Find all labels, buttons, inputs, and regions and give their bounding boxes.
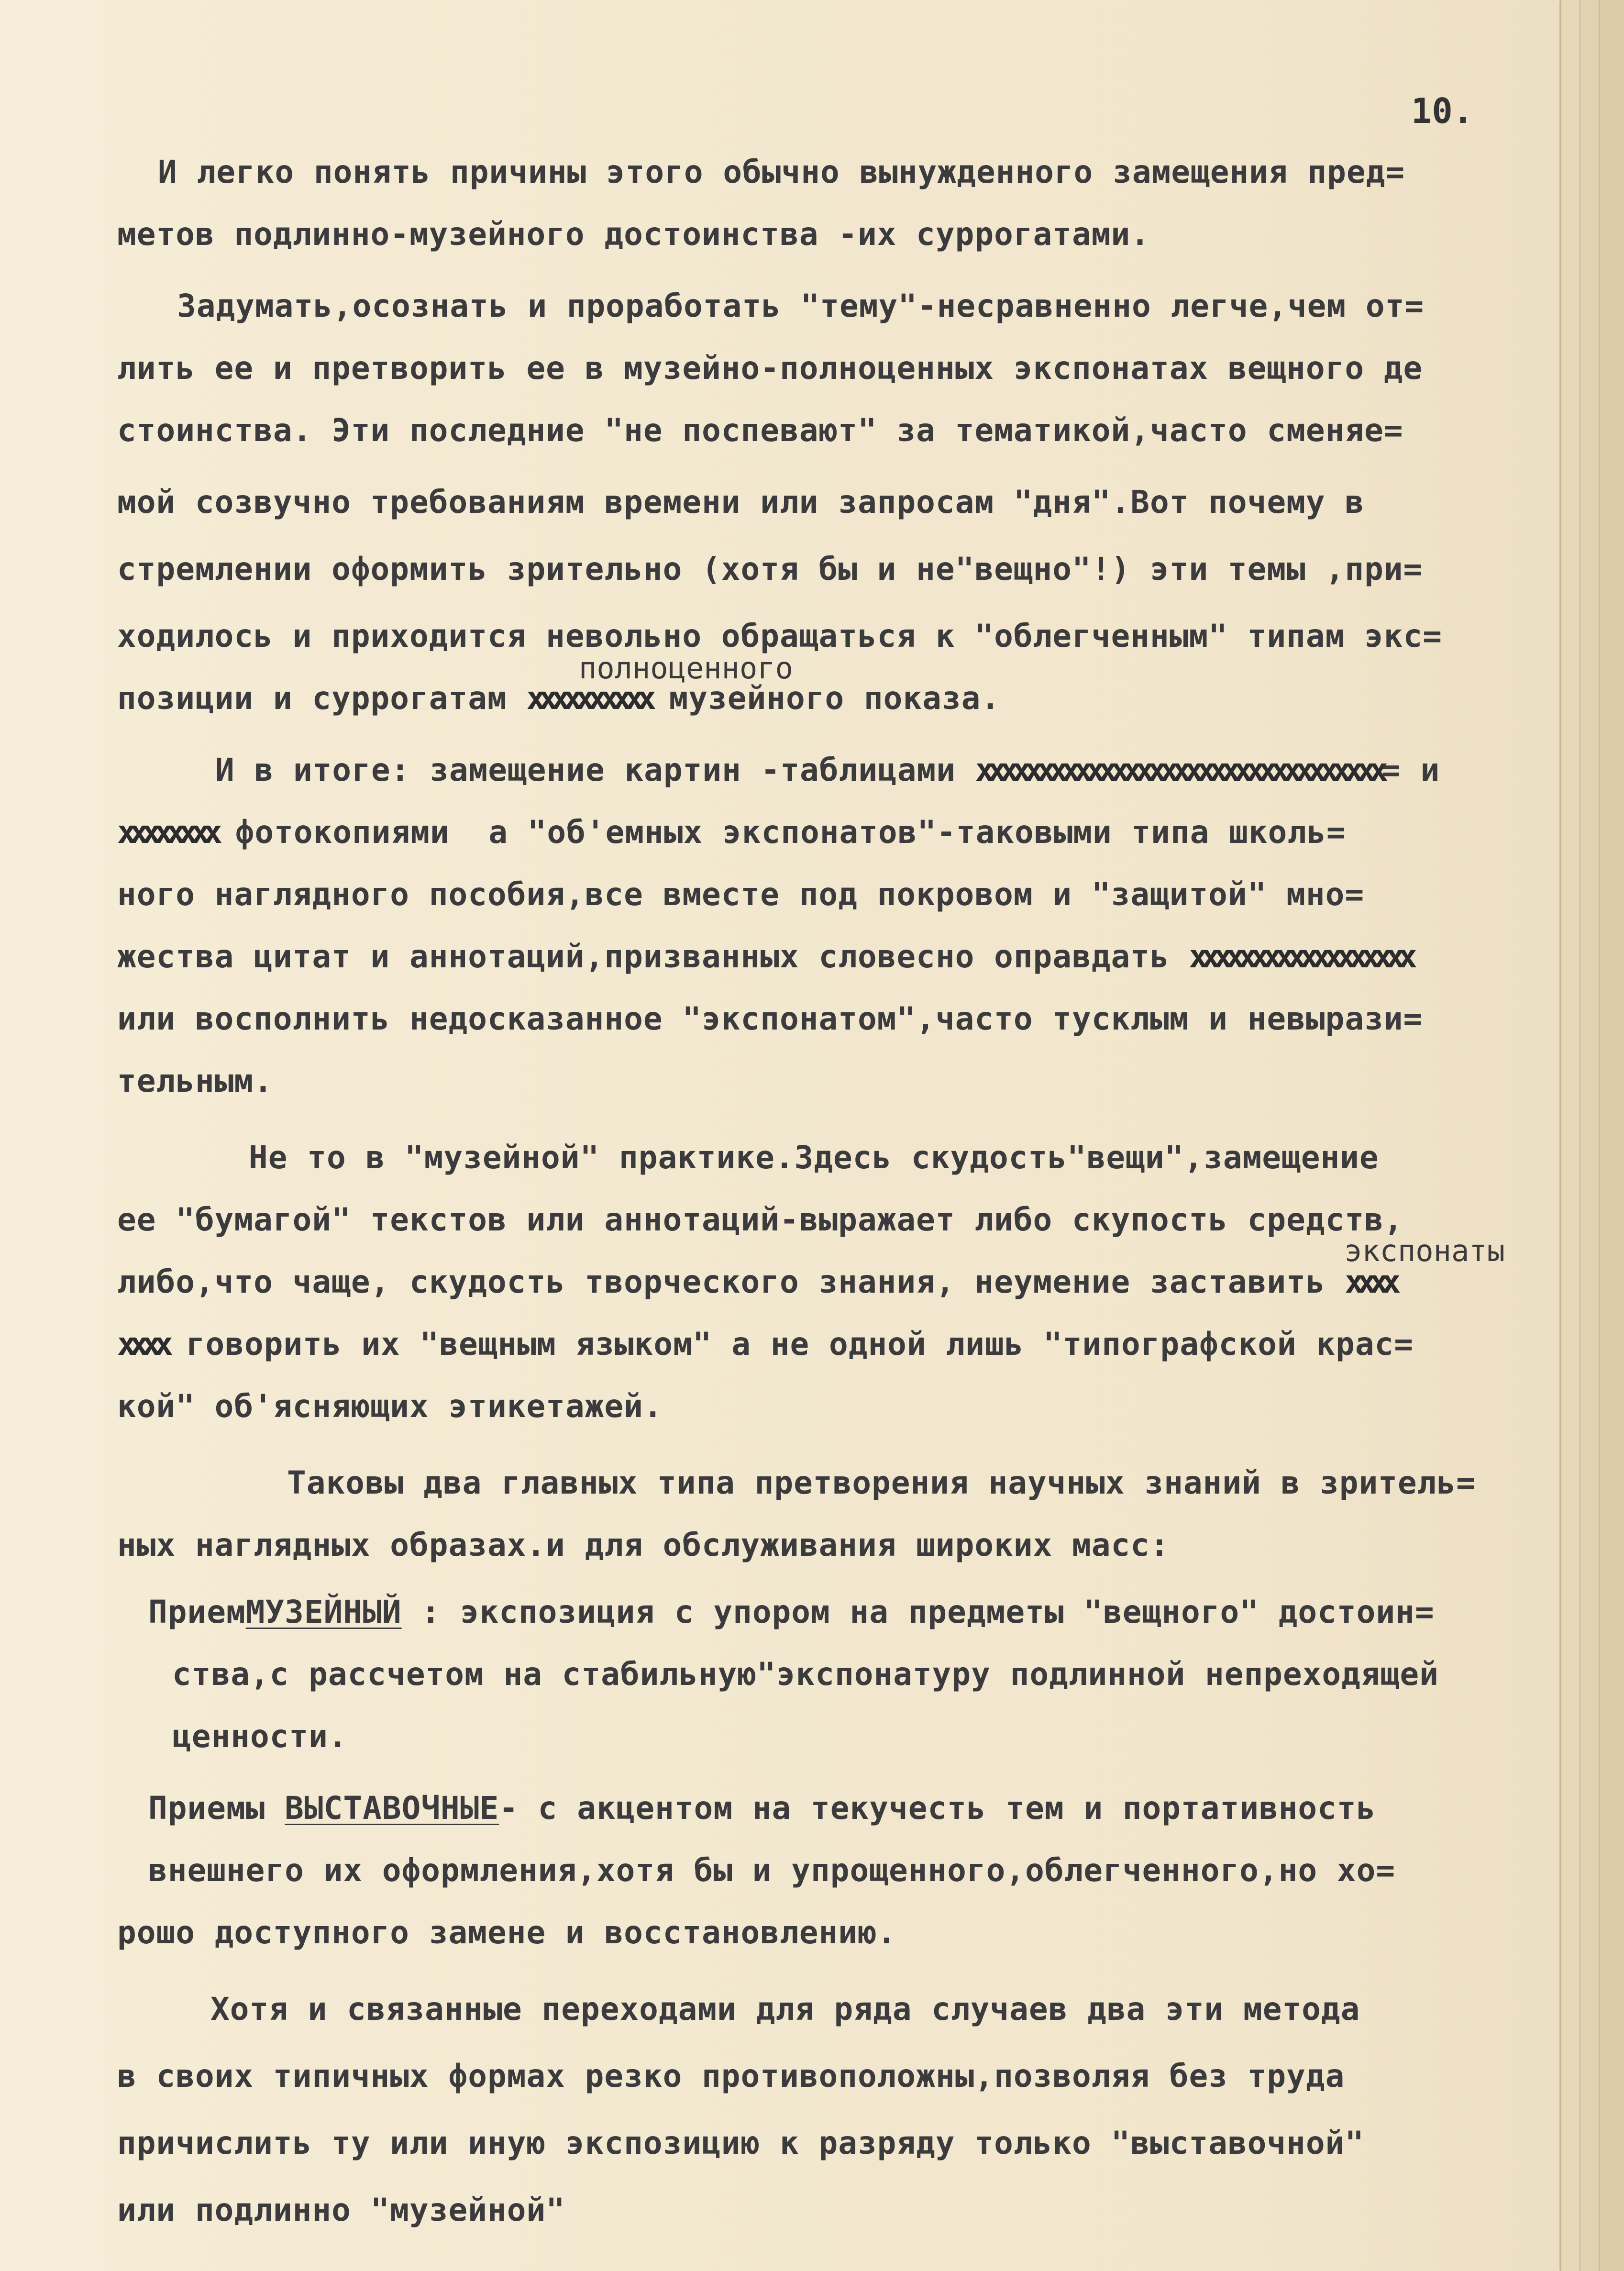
handwritten-insertion: полноценного <box>579 651 793 686</box>
text-line: Хотя и связанные переходами для ряда случаев два эти метода <box>210 1991 1360 2027</box>
struck-out-text: xxxx <box>117 1326 166 1363</box>
underlined-term: ВЫСТАВОЧНЫЕ <box>285 1790 499 1827</box>
text-line: жества цитат и аннотаций,призванных словесно оправдать xxxxxxxxxxxxxxxxxx <box>117 938 1411 975</box>
struck-out-text: xxxxxxxxxxxxxxxxxx <box>1189 938 1411 975</box>
text-line: позиции и суррогатам xxxxxxxxxx музейного показа. <box>117 680 1001 717</box>
text-line: внешнего их оформления,хотя бы и упрощенного,облегченного,но хо= <box>148 1852 1396 1889</box>
text-line: стремлении оформить зрительно (хотя бы и не"вещно"!) эти темы ,при= <box>117 551 1423 587</box>
text-line: рошо доступного замене и восстановлению. <box>117 1914 897 1951</box>
text-line: И в итоге: замещение картин -таблицами xxxxxxxxxxxxxxxxxxxxxxxxxxxxxxxxx= и <box>215 752 1440 788</box>
struck-out-text: xxxxxxxxxxxxxxxxxxxxxxxxxxxxxxxxx <box>975 752 1381 788</box>
text-line: кой" об'ясняющих этикетажей. <box>117 1388 663 1425</box>
struck-out-text: xxxx <box>1345 1263 1394 1300</box>
underlined-term: МУЗЕЙНЫЙ <box>245 1594 402 1630</box>
text-line: мой созвучно требованиям времени или запросам "дня".Вот почему в <box>117 484 1365 521</box>
text-line: ства,с рассчетом на стабильную"экспонатуру подлинной непреходящей <box>172 1656 1439 1693</box>
struck-out-text: xxxxxxxx <box>117 814 216 851</box>
text-line: Приемы ВЫСТАВОЧНЫЕ- с акцентом на текучесть тем и портативность <box>148 1790 1376 1827</box>
text-line: лить ее и претворить ее в музейно-полноценных экспонатах вещного де <box>117 350 1423 387</box>
text-line: xxxxxxxx фотокопиями а "об'емных экспонатов"-таковыми типа школь= <box>117 814 1346 851</box>
text-line: ного наглядного пособия,все вместе под покровом и "защитой" мно= <box>117 876 1365 913</box>
text-line: или восполнить недосказанное "экспонатом",часто тусклым и невырази= <box>117 1000 1423 1037</box>
text-line: тельным. <box>117 1063 273 1099</box>
text-line: Таковы два главных типа претворения научных знаний в зритель= <box>287 1464 1476 1501</box>
text-line: Задумать,осознать и проработать "тему"-несравненно легче,чем от= <box>177 288 1425 324</box>
text-line: в своих типичных формах резко противоположны,позволяя без труда <box>117 2058 1345 2094</box>
text-line: И легко понять причины этого обычно вынужденного замещения пред= <box>158 154 1405 190</box>
text-line: ценности. <box>172 1718 348 1755</box>
text-line: причислить ту или иную экспозицию к разряду только "выставочной" <box>117 2125 1365 2161</box>
text-line: или подлинно "музейной" <box>117 2192 565 2228</box>
text-line: ее "бумагой" текстов или аннотаций-выражает либо скупость средств, <box>117 1201 1403 1238</box>
text-line: либо,что чаще, скудость творческого знания, неумение заставить xxxx <box>117 1263 1394 1300</box>
text-line: xxxx говорить их "вещным языком" а не одной лишь "типографской крас= <box>117 1326 1414 1363</box>
struck-out-text: xxxxxxxxxx <box>526 680 650 717</box>
stacked-page-edge <box>1560 0 1580 2271</box>
stacked-page-edge <box>1580 0 1600 2271</box>
text-line: ПриемМУЗЕЙНЫЙ : экспозиция с упором на предметы "вещного" достоин= <box>148 1594 1435 1630</box>
handwritten-insertion: экспонаты <box>1344 1233 1505 1268</box>
text-line: ных наглядных образах.и для обслуживания широких масс: <box>117 1527 1170 1563</box>
text-line: метов подлинно-музейного достоинства -их суррогатами. <box>117 216 1150 253</box>
page-number: 10. <box>1411 91 1474 131</box>
text-line: ходилось и приходится невольно обращаться к "облегченным" типам экс= <box>117 618 1443 654</box>
text-line: Не то в "музейной" практике.Здесь скудость"вещи",замещение <box>249 1139 1379 1176</box>
text-line: стоинства. Эти последние "не поспевают" за тематикой,часто сменяе= <box>117 412 1403 449</box>
stacked-page-edge <box>1599 0 1624 2271</box>
